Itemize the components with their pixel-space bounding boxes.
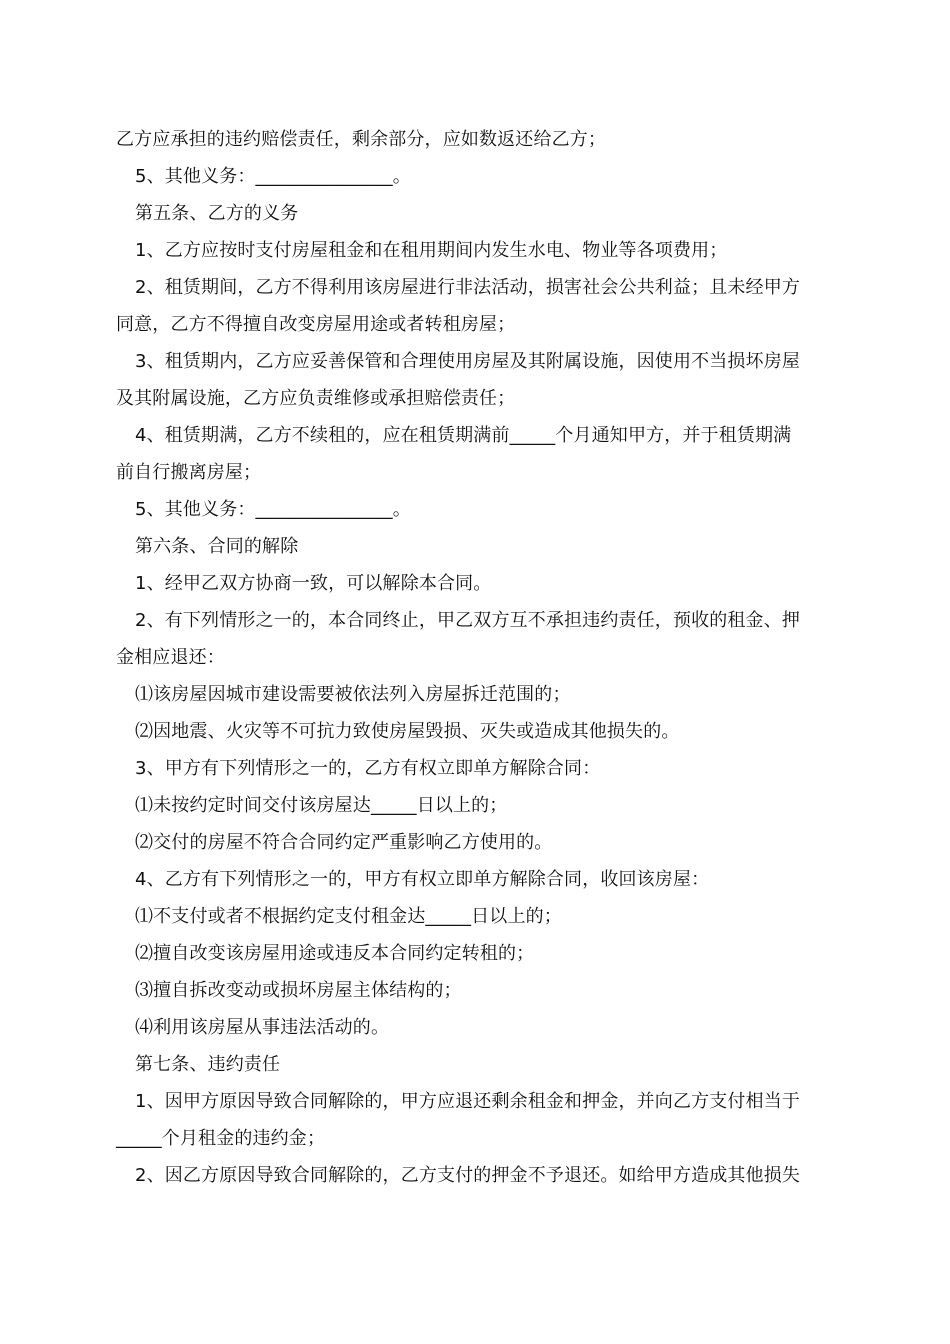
list-item: ⑴未按约定时间交付该房屋达_____日以上的； [135, 795, 508, 816]
text-line: 4、乙方有下列情形之一的，甲方有权立即单方解除合同，收回该房屋： [135, 869, 710, 890]
list-item: ⑵因地震、火灾等不可抗力致使房屋毁损、灭失或造成其他损失的。 [135, 721, 680, 742]
text-line: 1、因甲方原因导致合同解除的，甲方应退还剩余租金和押金，并向乙方支付相当于 [135, 1091, 800, 1112]
text-line: 4、租赁期满，乙方不续租的，应在租赁期满前_____个月通知甲方，并于租赁期满 [135, 425, 792, 446]
text-line: 金相应退还： [116, 647, 225, 668]
text-line: 及其附属设施，乙方应负责维修或承担赔偿责任； [116, 388, 516, 409]
text-line: 3、租赁期内，乙方应妥善保管和合理使用房屋及其附属设施，因使用不当损坏房屋 [135, 351, 800, 372]
list-item: ⑶擅自拆改变动或损坏房屋主体结构的； [135, 980, 462, 1001]
list-item: ⑷利用该房屋从事违法活动的。 [135, 1017, 390, 1038]
text-line: 同意，乙方不得擅自改变房屋用途或者转租房屋； [116, 314, 516, 335]
list-item: ⑵擅自改变该房屋用途或违反本合同约定转租的； [135, 943, 535, 964]
text-line: 2、租赁期间，乙方不得利用该房屋进行非法活动，损害社会公共利益；且未经甲方 [135, 277, 800, 298]
text-line: 2、因乙方原因导致合同解除的，乙方支付的押金不予退还。如给甲方造成其他损失 [135, 1165, 800, 1186]
text-line: 乙方应承担的违约赔偿责任，剩余部分，应如数返还给乙方； [116, 129, 607, 150]
text-line: _____个月租金的违约金； [116, 1128, 326, 1149]
list-item: ⑵交付的房屋不符合合同约定严重影响乙方使用的。 [135, 832, 553, 853]
text-line: 5、其他义务：_______________。 [135, 499, 411, 520]
text-line: 5、其他义务：_______________。 [135, 166, 411, 187]
section-heading: 第六条、合同的解除 [135, 536, 299, 557]
document-body [116, 121, 838, 1194]
list-item: ⑴不支付或者不根据约定支付租金达_____日以上的； [135, 906, 562, 927]
text-line: 1、乙方应按时支付房屋租金和在租用期间内发生水电、物业等各项费用； [135, 240, 728, 261]
text-line: 1、经甲乙双方协商一致，可以解除本合同。 [135, 573, 492, 594]
section-heading: 第五条、乙方的义务 [135, 203, 299, 224]
text-line: 前自行搬离房屋； [116, 462, 262, 483]
text-line: 3、甲方有下列情形之一的，乙方有权立即单方解除合同： [135, 758, 601, 779]
section-heading: 第七条、违约责任 [135, 1054, 281, 1075]
text-line: 2、有下列情形之一的，本合同终止，甲乙双方互不承担违约责任，预收的租金、押 [135, 610, 800, 631]
list-item: ⑴该房屋因城市建设需要被依法列入房屋拆迁范围的； [135, 684, 571, 705]
